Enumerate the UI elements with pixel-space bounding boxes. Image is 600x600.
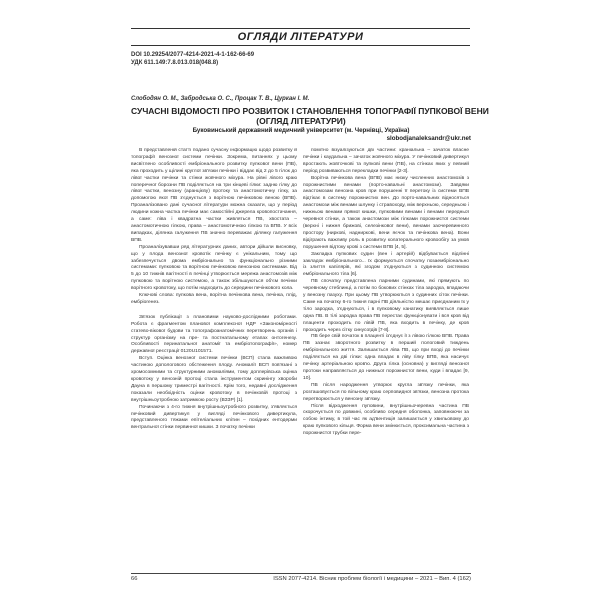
left-column: [131, 148, 297, 566]
doi: DOI 10.29254/2077-4214-2021-4-1-162-66-69: [131, 52, 255, 58]
right-column: [303, 148, 469, 566]
article-title: [131, 106, 489, 126]
title-line-1: СУЧАСНІ ВІДОМОСТІ ПРО РОЗВИТОК І СТАНОВЛЕННЯ ТОПОГРАФІЇ ПУПКОВОЇ ВЕНИ: [131, 106, 489, 116]
author-email: slobodjanaleksandr@ukr.net: [386, 135, 471, 142]
page-number: 66: [131, 576, 138, 582]
body-paragraph: ПВ бере свій початок в плаценті із'єднує ії з лівою гілкою ВПВ. Права ПВ зазнає зворотного розвитку в перший пологовий тиждень ембріонального життя. Залишається ліва ПВ, що при вході до печінки поділяється на дві гілки: одна впадає в ліву гілку ВПВ, яка насичує печінку артеріальною кров'ю. Друга гілка (основна) у вигляді венозної протоки направляється до нижньої порожнистої вени, куди і впадає [9, 10].: [303, 334, 469, 381]
body-paragraph: Починаючи з 4-го тижня внутрішньоутробного розвитку, з'являється печінковий дивертикул у вигляді печінкового дивертикула, представленого тяжами епітеліальних клітин – похідних ентодерми вентральної стінки первинної кишки. З початку печінки: [131, 404, 297, 431]
body-paragraph: Закладка пупкових судин (вен і артерій) відбувається відлінні закладок ембріонального... їх формуються спочатку позаембріонально із злиття капілярів, які згодом з'єднуються з судинною системою ембріонального тіла [6].: [303, 251, 469, 278]
udc: УДК 611.149:7.8.013.018(048.8): [131, 60, 219, 66]
abstract-paragraph: Проаналізувавши ряд літературних даних, автори дійшли висновку, що у плода венозної кровотік печінку є унікальним, тому що забезпечується двома ембріонально та функціонально різними системами: пупковою та ворітною печінковою венозною системами. Від 5 до 10 тижнів вагітності в печінці утворюється мережа анастомозів між пупковою та ворітною системою, а також збільшуються об'єм печінки ворітного кровотоку, що потім надходить до середини печінкового кола.: [131, 244, 297, 292]
title-line-2: (ОГЛЯД ЛІТЕРАТУРИ): [256, 116, 346, 126]
section-header: ОГЛЯДИ ЛІТЕРАТУРИ: [131, 28, 470, 46]
body-paragraph: помітно візуалізуються дві частини: краніальна – зачаток власне печінки і каудальна – зачаток жовчного міхура. У печінковий дивертикул вростають жовточкові та пупкові вени (ПВ), на стінках яких у певний період розвиваються перекладки печінки [2-3].: [303, 148, 469, 174]
body-paragraph: Ворітна печінкова вена (ВПВ) має низку численних анастомозів з порожнистими венами (порто-кавальні анастомози). Завдяки анастомозам венозна кров при порушенні її перетоку із системи ВПВ відтікає в систему порожнистих вен. До порто-кавальних відносяться анастомози між венами шлунку і стравоходу, між верхньою, середньою і нижньою венами прямої кишки, пупковими венами і венами передньої черевної стінки, а також анастомози між гілками порожнистої системи (верхні і нижня брижові, селезінкової вени), венами заочеревинного простору (ниркові, надниркові, вени яєчок та печінкова вена). Вони відіграють важливу роль в розвитку колатерального кровообігу за умов порушення відтоку крові з системи ВПВ [4, 5].: [303, 175, 469, 250]
body-paragraph: ПВ після народження утворює кругла зв'язку печінки, яка розташовується по вільному краю серповидної зв'язки, венозна протока перетворюється у венозну зв'язку.: [303, 382, 469, 402]
page-footer: [131, 573, 471, 585]
abstract-paragraph: В представленій статті подано сучасну інформацію щодо розвитку й топографії венозної системи печінки. Зокрема, питаннях у цьому висвітлено особливості ембріонального розвитку пупкової вени (ПВ), яка проходить у щілині круглої зв'язки печінки і віддає від 2 до 5 гілок до лівої частки печінки та стінки жовчного міхура. На рівні лівого краю поперечної борозни ПВ поділяється на три кінцеві гілки: задню гілку до лівої частки, венозну (аранцієву) протоку та анастомотичну гілку, за допомогою якої ПВ з'єднується з ворітною печінковою веною (ВПВ). Проаналізовано дані сучасної літератури можна сказати, що у період людини кожна частка печінки має самостійні джерела кровопостачання, а саме: ліва і квадратна частки живляться ПВ, хвостата – анастомотичною гілкою, права – анастомотичною гілкою та ВПВ. У всіх випадках, ділянка галуження ПВ значно переважає ділянку галуження ВПВ.: [131, 148, 297, 243]
body-paragraph: Після відходження пуповини, внутрішньочеревна частина ПВ скорочується по довжині, особливо середня оболонка, заповнюючи за собою інтиму, в той час як ад'вентиція залишається у хвильовому до краю пупкового кільця. Форма вени змінюється, проксимальна частина з порожнистої трубки пере-: [303, 403, 469, 437]
body-paragraph: ПВ спочатку представлена парними судинами, які прямують по черевному стеблинці, а потім по бокових стінках тіла зародка, впадаючи у венозну пазуху. При цьому ПВ утворюються з судинних сіток печінки. Саме на початку 6-го тижня парні ПВ діяльністю мешає приєднаним їх у тіло зародка, з'єднуються, і в пупковому канатику виявляється лише одна ПВ. В тілі зародка права ПВ перестає функціонувати і вся кров від плаценти проходить по лівій ПВ, яка входить в печінку, де кров проходить через сітку синусоїдів [7-8].: [303, 279, 469, 333]
body-paragraph: Вступ. Оцінка венозної системи печінки (ВСП) стала важливою частиною допологового обстеження плоду. Аномалії ВСП пов'язані з хромосомними та структурними аномаліями, тому доплерівська оцінка кровотоку у венозній протоці стала інструментом скринінгу хвороби Дауна в першому триместрі вагітності. Крім того, недавні дослідження показали необхідність оцінки кровотоку в печінковій протоці з внутрішньоутробною затримкою росту (ВЗЗР) [1].: [131, 356, 297, 403]
authors: Слободян О. М., Забродська О. С., Процак Т. В., Цуркан І. М.: [131, 96, 310, 102]
journal-citation: ISSN 2077-4214. Вісник проблем біології і медицини – 2021 – Вип. 4 (162): [273, 576, 471, 582]
body-paragraph: Зв'язок публікації з плановими науково-дослідними роботами. Робота є фрагментом планової комплексної НДР «Закономірності статево-вікової будови та топографоанатомічних перетворень органів і структур організму на пре- та постнатальному етапах онтогенезу. Особливості перинатальної анатомії та ембріотопографії», номер державної реєстрації 0120U101571.: [131, 314, 297, 355]
keywords: Ключові слова: пупкова вена, ворітна печінкова вена, печінка, плід, ембріогенез.: [131, 293, 297, 305]
affiliation: Буковинський державний медичний університет (м. Чернівці, Україна): [192, 127, 410, 134]
